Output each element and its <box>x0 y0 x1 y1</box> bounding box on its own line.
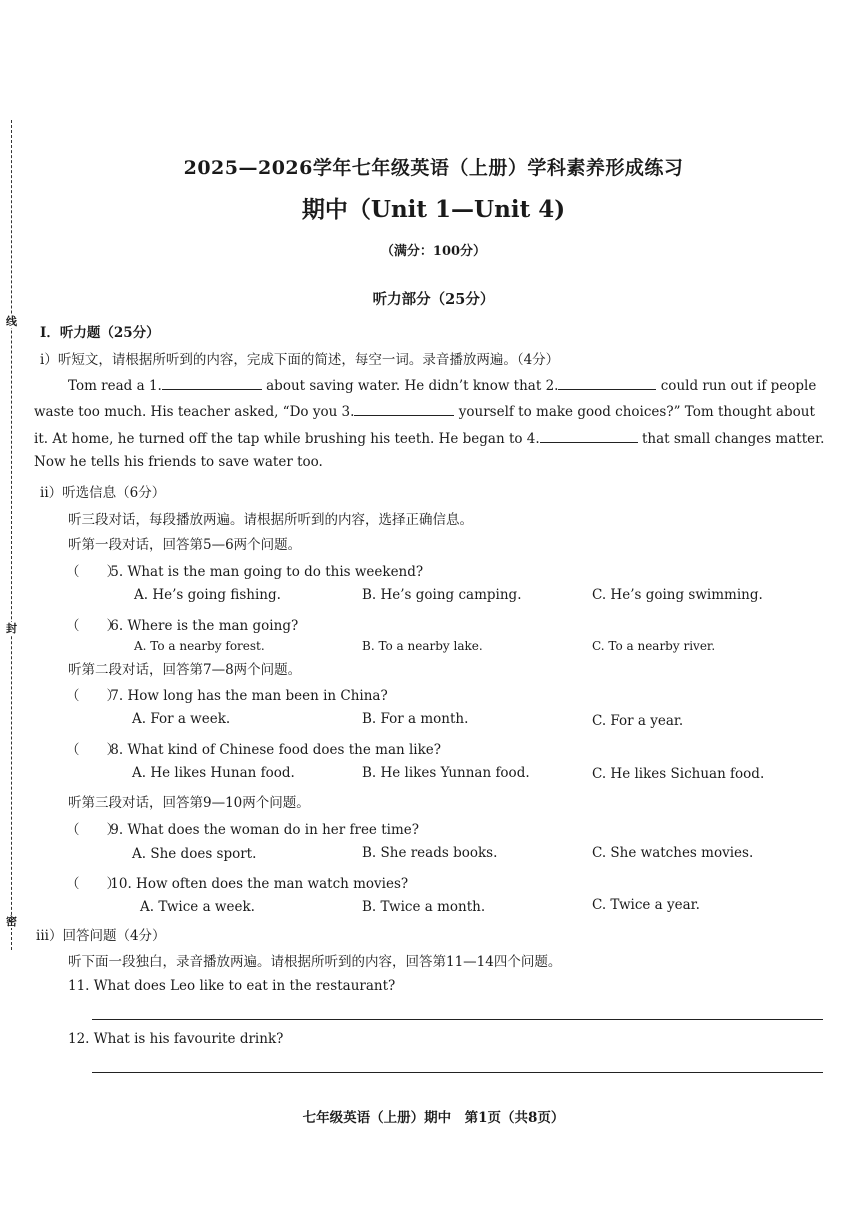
option-b: B. Twice a month. <box>362 899 486 915</box>
option-c: C. Twice a year. <box>592 897 700 913</box>
option-a: A. She does sport. <box>132 846 257 862</box>
question-5 <box>66 560 423 580</box>
answer-paren[interactable]: （ ） <box>66 564 120 580</box>
answer-paren[interactable]: （ ） <box>66 742 120 758</box>
section-heading: Ⅰ．听力题（25分） <box>40 325 160 341</box>
passage-line-4: Now he tells his friends to save water too. <box>34 454 323 470</box>
passage-line-1 <box>68 375 816 394</box>
question-text: 8. What kind of Chinese food does the man like? <box>110 742 442 758</box>
passage-text: about saving water. He didn’t know that 2. <box>266 378 559 394</box>
blank-2[interactable] <box>558 375 656 390</box>
option-c: C. He’s going swimming. <box>592 587 763 603</box>
answer-paren[interactable]: （ ） <box>66 876 120 892</box>
answer-paren[interactable]: （ ） <box>66 688 120 704</box>
dialog-1-note: 听第一段对话，回答第5—6两个问题。 <box>68 537 302 553</box>
dialog-3-note: 听第三段对话，回答第9—10两个问题。 <box>68 795 310 811</box>
option-c: C. For a year. <box>592 713 684 729</box>
option-c: C. To a nearby river. <box>592 639 716 653</box>
part-ii-instruction: 听三段对话，每段播放两遍。请根据所听到的内容，选择正确信息。 <box>68 512 473 528</box>
passage-text: it. At home, he turned off the tap while brushing his teeth. He began to 4. <box>34 431 540 447</box>
passage-text: yourself to make good choices?” Tom thought about <box>458 404 815 420</box>
answer-line-12[interactable] <box>92 1072 823 1073</box>
exam-title: 2025—2026学年七年级英语（上册）学科素养形成练习 <box>183 157 684 179</box>
option-b: B. To a nearby lake. <box>362 639 483 653</box>
question-text: 5. What is the man going to do this weekend? <box>110 564 424 580</box>
answer-paren[interactable]: （ ） <box>66 822 120 838</box>
question-8 <box>66 738 441 758</box>
blank-1[interactable] <box>162 375 262 390</box>
score-note: （满分：100分） <box>380 244 487 259</box>
option-a: A. To a nearby forest. <box>134 639 265 653</box>
question-text: 7. How long has the man been in China? <box>110 688 388 704</box>
option-a: A. For a week. <box>132 711 231 727</box>
margin-char-secret: 密 <box>6 915 17 928</box>
question-text: 6. Where is the man going? <box>110 618 299 634</box>
option-a: A. He’s going fishing. <box>134 587 281 603</box>
answer-line-11[interactable] <box>92 1019 823 1020</box>
part-ii-heading: ii）听选信息（6分） <box>40 485 166 501</box>
part-iii-heading: iii）回答问题（4分） <box>36 928 166 944</box>
question-11: 11. What does Leo like to eat in the restaurant? <box>68 978 396 994</box>
option-c: C. He likes Sichuan food. <box>592 766 765 782</box>
passage-text: waste too much. His teacher asked, “Do you 3. <box>34 404 355 420</box>
part-iii-instruction: 听下面一段独白，录音播放两遍。请根据所听到的内容，回答第11—14四个问题。 <box>68 954 562 970</box>
dialog-2-note: 听第二段对话，回答第7—8两个问题。 <box>68 662 302 678</box>
question-text: 10. How often does the man watch movies? <box>110 876 409 892</box>
question-text: 9. What does the woman do in her free time? <box>110 822 419 838</box>
question-9 <box>66 818 419 838</box>
page-footer: 七年级英语（上册）期中 第1页（共8页） <box>302 1110 565 1126</box>
question-6 <box>66 614 298 634</box>
exam-subtitle: 期中（Unit 1—Unit 4) <box>301 196 566 223</box>
blank-3[interactable] <box>354 401 454 416</box>
question-12: 12. What is his favourite drink? <box>68 1031 284 1047</box>
option-a: A. He likes Hunan food. <box>132 765 295 781</box>
passage-line-2 <box>34 401 815 420</box>
option-b: B. He likes Yunnan food. <box>362 765 530 781</box>
option-c: C. She watches movies. <box>592 845 754 861</box>
blank-4[interactable] <box>540 428 638 443</box>
option-a: A. Twice a week. <box>140 899 255 915</box>
part-i-instruction: i）听短文，请根据所听到的内容，完成下面的简述，每空一词。录音播放两遍。（4分） <box>40 352 560 368</box>
option-b: B. She reads books. <box>362 845 498 861</box>
part-title: 听力部分（25分） <box>372 291 495 308</box>
question-10 <box>66 872 408 892</box>
option-b: B. For a month. <box>362 711 469 727</box>
question-7 <box>66 684 388 704</box>
passage-line-3 <box>34 428 824 447</box>
margin-char-line: 线 <box>6 315 17 328</box>
passage-text: could run out if people <box>660 378 817 394</box>
passage-text: that small changes matter. <box>641 431 825 447</box>
answer-paren[interactable]: （ ） <box>66 618 120 634</box>
margin-char-seal: 封 <box>6 622 17 635</box>
passage-text: Tom read a 1. <box>68 378 162 394</box>
option-b: B. He’s going camping. <box>362 587 522 603</box>
